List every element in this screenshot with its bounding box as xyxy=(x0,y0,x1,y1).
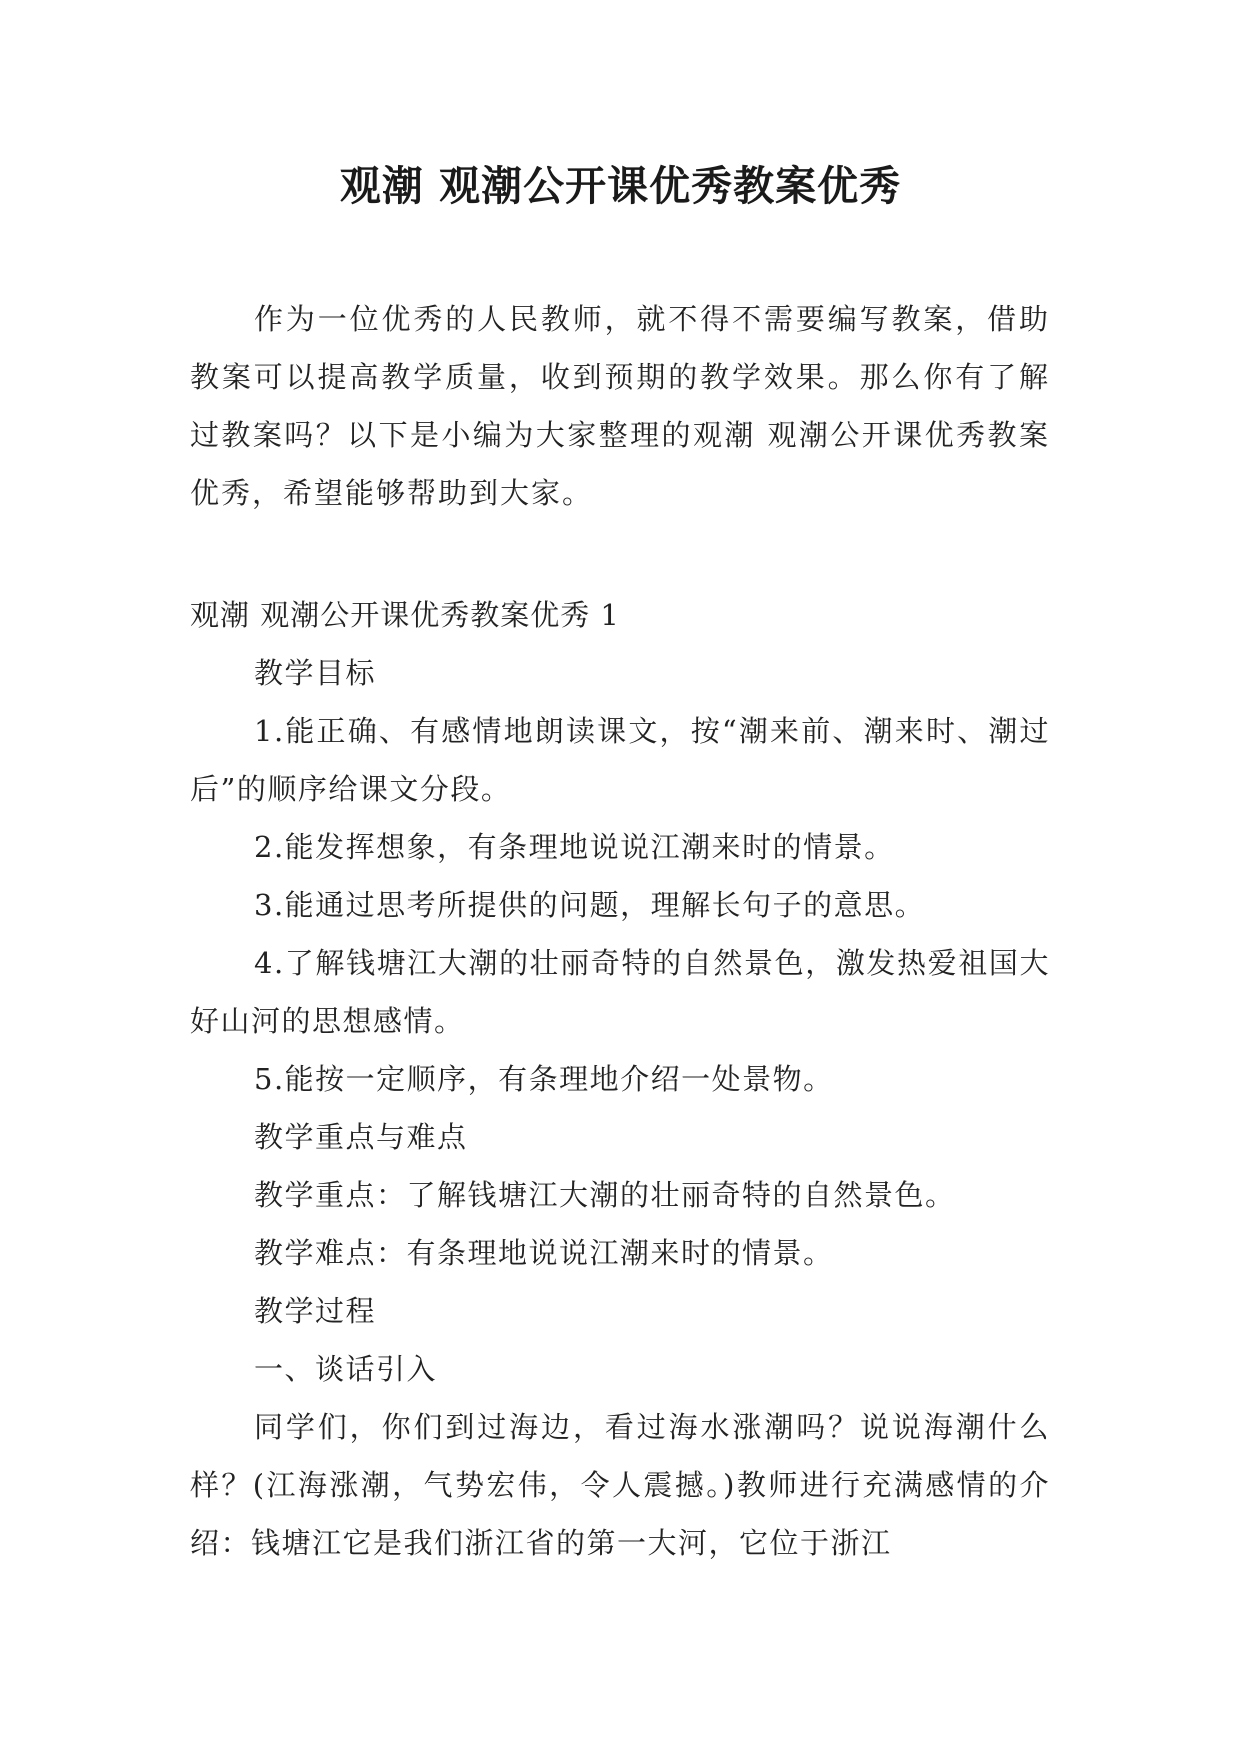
paragraph-process-heading: 教学过程 xyxy=(254,1294,377,1328)
intro-paragraph: 作为一位优秀的人民教师，就不得不需要编写教案，借助教案可以提高教学质量，收到预期的教学效果。那么你有了解过教案吗？以下是小编为大家整理的观潮 观潮公开课优秀教案优秀，希望能够帮助到大家。 xyxy=(190,302,1050,510)
paragraph-difficult-point: 教学难点：有条理地说说江潮来时的情景。 xyxy=(254,1236,834,1270)
paragraph-goal-4: 4.了解钱塘江大潮的壮丽奇特的自然景色，激发热爱祖国大好山河的思想感情。 xyxy=(190,946,1050,1038)
document-body xyxy=(190,290,1050,1572)
paragraph-step-1-heading: 一、谈话引入 xyxy=(254,1352,438,1386)
paragraph-step-1-text: 同学们，你们到过海边，看过海水涨潮吗？说说海潮什么样？(江海涨潮，气势宏伟，令人震撼。)教师进行充满感情的介绍：钱塘江它是我们浙江省的第一大河，它位于浙江 xyxy=(190,1410,1050,1560)
paragraph-goal-1: 1.能正确、有感情地朗读课文，按“潮来前、潮来时、潮过后”的顺序给课文分段。 xyxy=(190,714,1050,806)
paragraph-goal-2: 2.能发挥想象，有条理地说说江潮来时的情景。 xyxy=(254,830,895,864)
paragraph-teaching-goals-heading: 教学目标 xyxy=(254,656,377,690)
paragraph-key-point: 教学重点：了解钱塘江大潮的壮丽奇特的自然景色。 xyxy=(254,1178,956,1212)
section-heading: 观潮 观潮公开课优秀教案优秀 1 xyxy=(190,598,620,632)
paragraph-key-points-heading: 教学重点与难点 xyxy=(254,1120,468,1154)
document-title: 观潮 观潮公开课优秀教案优秀 xyxy=(339,162,902,210)
paragraph-goal-3: 3.能通过思考所提供的问题，理解长句子的意思。 xyxy=(254,888,926,922)
paragraph-goal-5: 5.能按一定顺序，有条理地介绍一处景物。 xyxy=(254,1062,834,1096)
